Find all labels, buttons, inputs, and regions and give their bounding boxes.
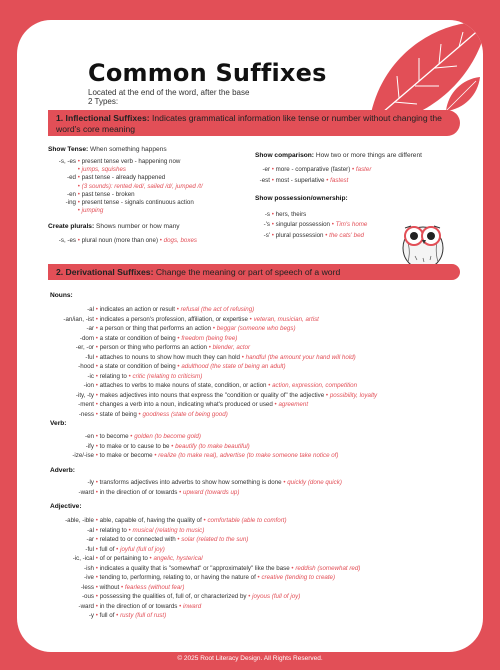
bullet-icon: • <box>171 442 174 450</box>
suffix-row <box>250 177 348 185</box>
suffix-row <box>48 199 194 207</box>
suffix-label: -ness <box>78 410 94 418</box>
suffix-label: -ar <box>86 536 94 543</box>
example-text: possibility, loyalty <box>329 391 378 399</box>
example-text: veteran, musician, artist <box>253 315 319 323</box>
bullet-icon: • <box>177 334 180 342</box>
example-text: beggar (someone who begs) <box>216 325 296 332</box>
suffix-label: -ic <box>87 372 94 380</box>
bullet-icon: • <box>325 231 328 239</box>
suffix-label: -hood <box>78 363 94 370</box>
suffix-label: -ly <box>87 479 94 486</box>
section-desc: Change the meaning or part of speech of a word <box>153 267 341 277</box>
bullet-icon: • <box>274 401 277 408</box>
suffix-label: -s' <box>263 231 270 239</box>
bullet-icon: • <box>352 166 355 173</box>
example-text: quickly (done quick) <box>287 479 342 486</box>
bullet-icon: • <box>77 166 80 174</box>
suffix-row <box>42 452 338 460</box>
example-text: inward <box>183 602 202 610</box>
bullet-icon: • <box>95 382 98 389</box>
small-leaf-icon <box>442 75 482 115</box>
suffix-label: -ar <box>86 325 94 332</box>
bullet-icon: • <box>154 452 157 459</box>
bullet-icon: • <box>95 583 98 591</box>
bullet-icon: • <box>128 526 131 534</box>
meaning-text: a state or condition of being <box>99 334 176 342</box>
meaning-text: a person or thing that performs an action <box>99 325 212 332</box>
example-text: fearless (without fear) <box>124 583 185 591</box>
bullet-icon: • <box>95 612 98 619</box>
bullet-icon: • <box>95 401 98 408</box>
meaning-text: of or pertaining to <box>99 555 148 562</box>
suffix-label: -al <box>87 526 94 534</box>
meaning-text: state of being <box>99 410 137 418</box>
suffix-row <box>42 517 287 525</box>
suffix-row <box>250 211 306 219</box>
suffix-row <box>42 565 360 573</box>
suffix-label: -ment <box>78 401 94 408</box>
suffix-label: -en <box>67 190 76 198</box>
example-text: the cats' bed <box>329 231 364 239</box>
bullet-icon: • <box>325 391 329 399</box>
meaning-text: more - comparative (faster) <box>275 166 351 173</box>
meaning-text: changes a verb into a noun, indicating what's produced or used <box>99 401 273 408</box>
bullet-icon: • <box>177 363 180 370</box>
example-text: rusty (full of rust) <box>120 612 167 619</box>
bullet-icon: • <box>95 334 98 342</box>
suffix-label: -est <box>259 176 270 184</box>
suffix-row <box>42 325 296 333</box>
meaning-text: most - superlative <box>275 176 325 184</box>
bullet-icon: • <box>77 174 80 182</box>
suffix-row <box>42 527 204 535</box>
example-text: blender, actor <box>212 344 251 351</box>
bullet-icon: • <box>95 442 98 450</box>
example-text: musical (relating to music) <box>132 526 205 534</box>
suffix-label: -ish <box>84 564 94 572</box>
suffix-row <box>48 174 165 182</box>
example-text: handful (the amount your hand will hold) <box>245 353 356 361</box>
bullet-icon: • <box>248 593 251 600</box>
bullet-icon: • <box>179 602 182 610</box>
bullet-icon: • <box>130 433 133 440</box>
suffix-row <box>42 612 166 620</box>
example-text: upward (towards up) <box>183 488 240 496</box>
suffix-label: -dom <box>79 334 94 342</box>
bullet-icon: • <box>77 190 80 198</box>
suffix-label: -able, -ible <box>65 517 94 524</box>
suffix-row <box>42 546 165 554</box>
example-text: beautify (to make beautiful) <box>175 442 250 450</box>
suffix-label: -ify <box>85 442 94 450</box>
suffix-row <box>42 373 202 381</box>
bullet-icon: • <box>95 363 98 370</box>
meaning-text: plural possession <box>275 231 324 239</box>
suffix-row <box>42 584 184 592</box>
suffix-label: -s, -es <box>58 158 76 165</box>
example-text: critic (relating to criticism) <box>132 372 203 380</box>
meaning-text: able, capable of, having the quality of <box>99 517 202 524</box>
meaning-text: attaches to nouns to show how much they can hold <box>99 353 240 361</box>
bullet-icon: • <box>268 382 271 389</box>
example-text: angelic, hysterical <box>153 555 203 562</box>
bullet-icon: • <box>77 158 80 165</box>
bullet-icon: • <box>77 199 80 206</box>
meaning-text: hers, theirs <box>275 211 307 218</box>
suffix-row <box>42 574 335 582</box>
suffix-row <box>250 221 367 229</box>
meaning-text: person or thing who performs an action <box>99 344 207 351</box>
bullet-icon: • <box>95 488 98 496</box>
meaning-text: tending to, performing, relating to, or having the nature of <box>99 574 256 581</box>
bullet-icon: • <box>116 612 119 619</box>
adverbs-heading: Adverb: <box>50 467 75 474</box>
example-text: reddish (somewhat red) <box>295 564 361 572</box>
suffix-label: -ity, -ty <box>75 391 94 399</box>
suffix-label: -ive <box>84 574 94 581</box>
bullet-icon: • <box>95 602 98 610</box>
bullet-icon: • <box>138 410 141 418</box>
example-text: jumping <box>81 207 104 215</box>
bullet-icon: • <box>95 526 98 534</box>
bullet-icon: • <box>271 176 274 184</box>
meaning-text: makes adjectives into nouns that express the "condition or quality of" the adjective <box>99 391 325 399</box>
meaning-text: transforms adjectives into adverbs to show how something is done <box>99 479 282 486</box>
suffix-label: -al <box>87 306 94 313</box>
section-banner-inflectional <box>48 110 460 136</box>
meaning-text: relating to <box>99 526 127 534</box>
example-text: golden (to become gold) <box>134 433 201 440</box>
meaning-text: singular possession <box>275 221 330 229</box>
suffix-label: -an/ian, -ist <box>63 315 94 323</box>
meaning-text: full of <box>99 612 115 619</box>
example-text: realize (to make real), advertise (to make someone take notice of) <box>158 452 339 459</box>
suffix-label: -er, -or <box>75 344 94 351</box>
bullet-icon: • <box>95 536 98 543</box>
suffix-row <box>48 158 180 166</box>
bullet-icon: • <box>95 391 98 399</box>
bullet-icon: • <box>257 574 260 581</box>
bullet-icon: • <box>116 545 119 553</box>
suffix-row <box>42 344 250 352</box>
suffix-row <box>48 183 203 191</box>
meaning-text: possessing the qualities of, full of, or characterized by <box>99 593 247 600</box>
bullet-icon: • <box>177 536 180 543</box>
comparison-heading: Show comparison: How two or more things are different <box>255 152 422 159</box>
suffix-row <box>42 335 237 343</box>
bullet-icon: • <box>208 344 211 351</box>
example-text: solar (related to the sun) <box>181 536 249 543</box>
bullet-icon: • <box>95 593 98 600</box>
bullet-icon: • <box>95 545 98 553</box>
suffix-label: -er <box>262 166 270 173</box>
suffix-row <box>42 603 201 611</box>
meaning-text: past tense - broken <box>81 190 135 198</box>
bullet-icon: • <box>271 221 274 229</box>
example-text: faster <box>355 166 372 173</box>
suffix-label: -ize/-ise <box>72 452 94 459</box>
suffix-row <box>42 536 248 544</box>
meaning-text: past tense - already happened <box>81 174 166 182</box>
meaning-text: without <box>99 583 120 591</box>
bullet-icon: • <box>120 583 124 591</box>
suffix-row <box>42 382 357 390</box>
suffix-row <box>42 306 254 314</box>
suffix-label: -less <box>80 583 94 591</box>
bullet-icon: • <box>95 574 98 581</box>
bullet-icon: • <box>95 452 98 459</box>
section-banner-derivational <box>48 264 460 280</box>
meaning-text: to make or to cause to be <box>99 442 170 450</box>
nouns-heading: Nouns: <box>50 292 73 299</box>
bullet-icon: • <box>203 517 206 524</box>
adjectives-heading: Adjective: <box>50 503 82 510</box>
bullet-icon: • <box>326 176 329 184</box>
suffix-row <box>42 443 250 451</box>
copyright-footer: © 2025 Root Literacy Design. All Rights Reserved. <box>177 655 323 662</box>
meaning-text: attaches to verbs to make nouns of state, condition, or action <box>99 382 267 389</box>
example-text: agreement <box>278 401 309 408</box>
possession-heading: Show possession/ownership: <box>255 195 348 202</box>
meaning-text: in the direction of or towards <box>99 602 178 610</box>
suffix-label: -ful <box>85 545 94 553</box>
example-text: freedom (being free) <box>181 334 238 342</box>
suffix-label: -'s <box>263 221 270 229</box>
suffix-label: -y <box>88 612 94 619</box>
bullet-icon: • <box>95 353 98 361</box>
meaning-text: to make or become <box>99 452 153 459</box>
example-text: refusal (the act of refusing) <box>180 306 255 313</box>
section-title: 2. Derivational Suffixes: <box>56 267 154 277</box>
meaning-text: present tense verb - happening now <box>81 158 181 165</box>
bullet-icon: • <box>283 479 286 486</box>
plurals-row: -s, -es • plural noun (more than one) • dogs, boxes <box>58 237 198 244</box>
example-text: comfortable (able to comfort) <box>207 517 287 524</box>
suffix-label: -ed <box>67 174 76 182</box>
bullet-icon: • <box>291 564 294 572</box>
suffix-label: -en <box>85 433 94 440</box>
example-text: (3 sounds): rented /ed/, sailed /d/, jumped /t/ <box>81 182 203 190</box>
example-text: creative (tending to create) <box>261 574 336 581</box>
suffix-row <box>42 363 286 371</box>
section-desc: Indicates grammatical information like tense or number without changing the word's core meaning <box>56 113 442 134</box>
intro-text: Located at the end of the word, after the base <box>88 88 250 97</box>
page-title: Common Suffixes <box>88 59 327 87</box>
bullet-icon: • <box>95 306 98 313</box>
bullet-icon: • <box>95 555 98 562</box>
meaning-text: related to or connected with <box>99 536 176 543</box>
meaning-text: indicates an action or result <box>99 306 175 313</box>
bullet-icon: • <box>212 325 215 332</box>
section-title: 1. Inflectional Suffixes: <box>56 113 150 123</box>
suffix-label: -ion <box>83 382 94 389</box>
example-text: fastest <box>330 176 349 184</box>
meaning-text: relating to <box>99 372 127 380</box>
example-text: Tim's home <box>335 221 368 229</box>
meaning-text: full of <box>99 545 115 553</box>
meaning-text: indicates a person's profession, affiliation, or expertise <box>99 315 248 323</box>
suffix-row <box>42 593 300 601</box>
example-text: goodness (state of being good) <box>142 410 228 418</box>
meaning-text: indicates a quality that is "somewhat" or "approximately" like the base <box>99 564 290 572</box>
suffix-row <box>48 191 135 199</box>
example-text: joyful (full of joy) <box>120 545 165 553</box>
bullet-icon: • <box>241 353 244 361</box>
bullet-icon: • <box>95 517 98 524</box>
bullet-icon: • <box>271 231 274 239</box>
suffix-row <box>48 166 126 174</box>
bullet-icon: • <box>95 325 98 332</box>
suffix-row <box>42 354 356 362</box>
suffix-row <box>42 401 308 409</box>
meaning-text: a state or condition of being <box>99 363 176 370</box>
bullet-icon: • <box>176 306 179 313</box>
suffix-label: -ing <box>65 199 76 206</box>
suffix-label: -ward <box>78 602 94 610</box>
suffix-row <box>42 479 342 487</box>
bullet-icon: • <box>128 372 131 380</box>
suffix-row <box>42 411 228 419</box>
bullet-icon: • <box>95 315 98 323</box>
verbs-heading: Verb: <box>50 420 67 427</box>
bullet-icon: • <box>95 564 98 572</box>
bullet-icon: • <box>149 555 152 562</box>
tense-heading: Show Tense: When something happens <box>48 146 167 153</box>
plurals-heading: Create plurals: Shows number or how many <box>48 223 180 230</box>
suffix-row <box>42 392 377 400</box>
suffix-row <box>48 207 103 215</box>
bullet-icon: • <box>331 221 334 229</box>
bullet-icon: • <box>95 410 98 418</box>
meaning-text: present tense - signals continuous action <box>81 199 194 206</box>
example-text: jumps, squishes <box>81 166 127 174</box>
suffix-row <box>42 433 201 441</box>
bullet-icon: • <box>95 372 98 380</box>
suffix-row <box>250 166 371 174</box>
suffix-label: -ous <box>81 593 94 600</box>
suffix-label: -s <box>264 211 270 218</box>
meaning-text: to become <box>99 433 129 440</box>
example-text: action, expression, competition <box>272 382 358 389</box>
example-text: adulthood (the state of being an adult) <box>181 363 286 370</box>
bullet-icon: • <box>271 211 274 218</box>
suffix-label: -ful <box>85 353 94 361</box>
suffix-row <box>42 489 239 497</box>
bullet-icon: • <box>95 344 98 351</box>
bullet-icon: • <box>95 479 98 486</box>
bullet-icon: • <box>77 207 80 215</box>
bullet-icon: • <box>249 315 252 323</box>
meaning-text: in the direction of or towards <box>99 488 178 496</box>
owl-icon <box>391 210 453 272</box>
suffix-label: -ward <box>78 488 94 496</box>
suffix-row <box>42 555 203 563</box>
example-text: joyous (full of joy) <box>252 593 301 600</box>
suffix-row <box>250 232 364 240</box>
suffix-row <box>42 316 319 324</box>
types-count: 2 Types: <box>88 97 119 106</box>
suffix-label: -ic, -ical <box>72 555 94 562</box>
bullet-icon: • <box>95 433 98 440</box>
bullet-icon: • <box>179 488 182 496</box>
bullet-icon: • <box>271 166 274 173</box>
bullet-icon: • <box>77 182 80 190</box>
